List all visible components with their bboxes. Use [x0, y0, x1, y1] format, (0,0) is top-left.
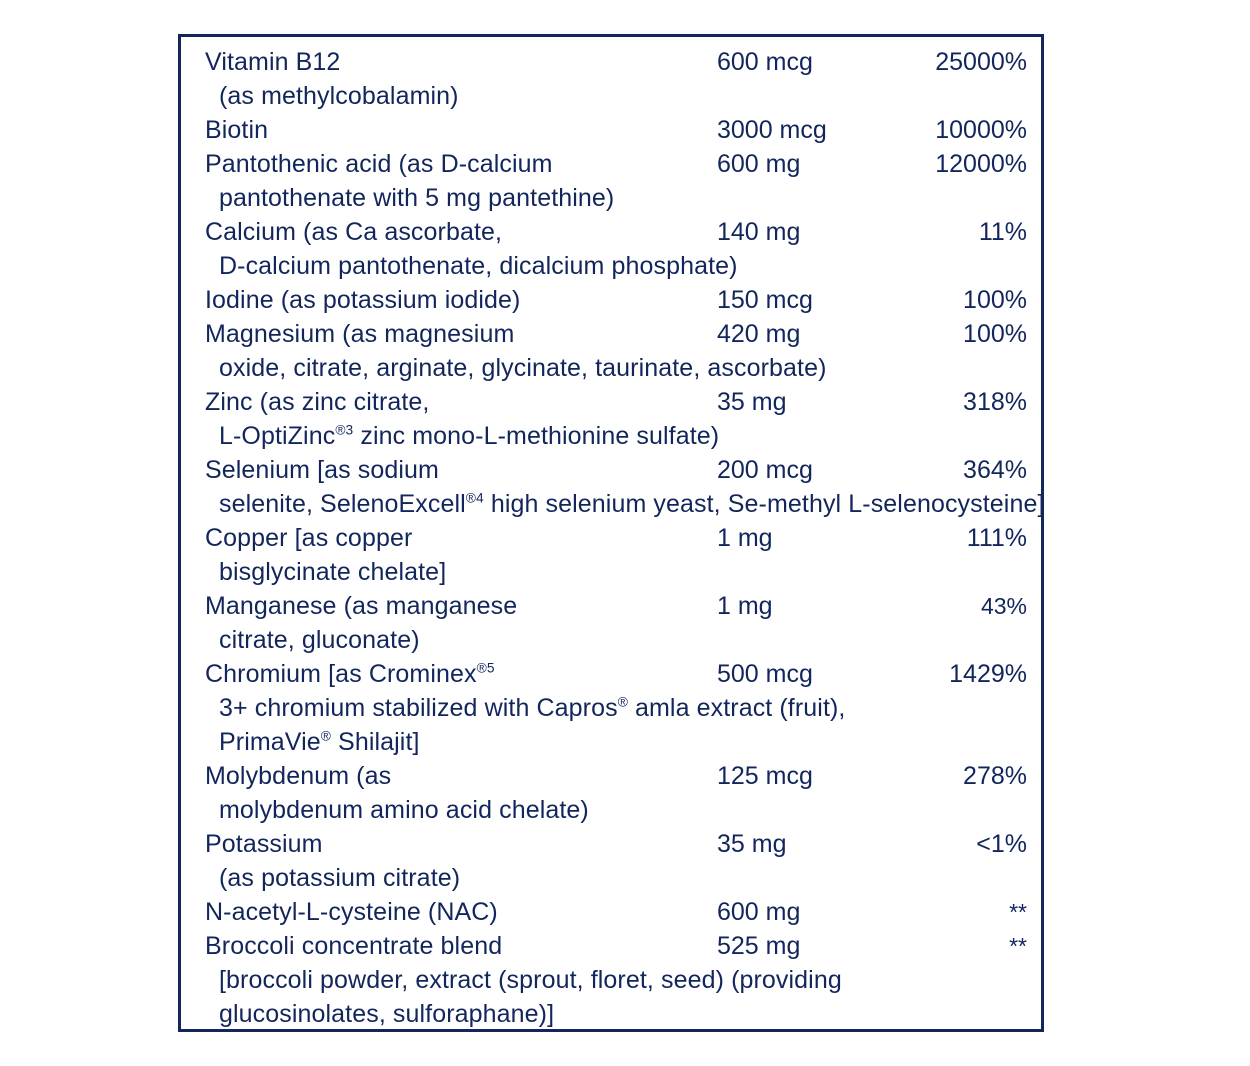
nutrient-daily-value: 12000% [935, 150, 1027, 178]
nutrient-daily-value: 100% [963, 320, 1027, 348]
nutrient-name: Calcium (as Ca ascorbate, [205, 218, 503, 246]
nutrient-name: Potassium [205, 830, 323, 858]
nutrient-daily-value: 111% [966, 524, 1027, 552]
nutrient-amount: 3000 mcg [717, 116, 827, 144]
nutrient-amount: 125 mcg [717, 762, 813, 790]
nutrient-amount: 420 mg [717, 320, 801, 348]
nutrient-primary-line [197, 929, 1025, 963]
nutrient-name: N-acetyl-L-cysteine (NAC) [205, 898, 498, 926]
nutrient-row [197, 215, 1025, 283]
nutrient-daily-value: 100% [963, 286, 1027, 314]
nutrient-row [197, 929, 1025, 1031]
nutrient-amount: 35 mg [717, 388, 787, 416]
nutrient-name: Pantothenic acid (as D-calcium [205, 150, 553, 178]
nutrient-continuation-line [197, 691, 1025, 725]
nutrient-row [197, 453, 1045, 521]
nutrient-row [197, 283, 1025, 317]
nutrient-continuation-line [197, 79, 1025, 113]
nutrient-primary-line [197, 759, 1025, 793]
nutrient-continuation-line [197, 963, 1025, 997]
nutrient-name: Broccoli concentrate blend [205, 932, 503, 960]
nutrient-daily-value: ** [1009, 933, 1027, 959]
nutrient-daily-value: 318% [963, 388, 1027, 416]
supplement-facts-panel [178, 34, 1044, 1032]
nutrient-continuation-line [197, 555, 1025, 589]
nutrient-primary-line [197, 521, 1025, 555]
nutrient-continuation-line [197, 623, 1025, 657]
nutrient-primary-line [197, 215, 1025, 249]
nutrient-row [197, 895, 1025, 929]
nutrient-row-list [181, 37, 1045, 1031]
nutrient-amount: 525 mg [717, 932, 801, 960]
nutrient-name-continued: D-calcium pantothenate, dicalcium phosphate) [219, 252, 738, 280]
nutrient-name-continued: citrate, gluconate) [219, 626, 420, 654]
nutrient-row [197, 657, 1025, 759]
nutrient-amount: 600 mg [717, 150, 801, 178]
nutrient-name: Biotin [205, 116, 269, 144]
nutrient-daily-value: 11% [978, 218, 1027, 246]
nutrient-row [197, 147, 1025, 215]
nutrient-name-continued: [broccoli powder, extract (sprout, floret, seed) (providing [219, 966, 842, 994]
nutrient-continuation-line [197, 181, 1025, 215]
nutrient-daily-value: 25000% [935, 48, 1027, 76]
nutrient-primary-line [197, 45, 1025, 79]
nutrient-primary-line [197, 317, 1025, 351]
nutrient-name: Selenium [as sodium [205, 456, 439, 484]
nutrient-name-continued: pantothenate with 5 mg pantethine) [219, 184, 615, 212]
nutrient-name-continued: selenite, SelenoExcell$^{®4}$ high selenium yeast, Se-methyl L-selenocysteine] [219, 490, 1045, 518]
nutrient-name: Magnesium (as magnesium [205, 320, 515, 348]
nutrient-amount: 600 mg [717, 898, 801, 926]
nutrient-primary-line [197, 113, 1025, 147]
nutrient-primary-line [197, 283, 1025, 317]
nutrient-continuation-line [197, 487, 1045, 521]
nutrient-name: Copper [as copper [205, 524, 413, 552]
nutrient-continuation-line [197, 725, 1025, 759]
nutrient-amount: 600 mcg [717, 48, 813, 76]
nutrient-amount: 500 mcg [717, 660, 813, 688]
nutrient-name: Chromium [as Crominex$^{®5}$ [205, 660, 495, 688]
nutrient-continuation-line [197, 861, 1025, 895]
nutrient-daily-value: 364% [963, 456, 1027, 484]
nutrient-name-continued: (as potassium citrate) [219, 864, 461, 892]
nutrient-primary-line [197, 657, 1025, 691]
nutrient-name-continued: bisglycinate chelate] [219, 558, 447, 586]
nutrient-daily-value: ** [1009, 899, 1027, 925]
nutrient-primary-line [197, 147, 1025, 181]
nutrient-name-continued: molybdenum amino acid chelate) [219, 796, 589, 824]
nutrient-amount: 150 mcg [717, 286, 813, 314]
nutrient-row [197, 113, 1025, 147]
nutrient-row [197, 589, 1025, 657]
nutrient-daily-value: 278% [963, 762, 1027, 790]
nutrient-name: Zinc (as zinc citrate, [205, 388, 430, 416]
nutrient-name: Manganese (as manganese [205, 592, 518, 620]
nutrient-amount: 1 mg [717, 524, 773, 552]
nutrient-row [197, 759, 1025, 827]
nutrient-row [197, 521, 1025, 589]
nutrient-primary-line [197, 385, 1025, 419]
nutrient-name-continued: PrimaVie® Shilajit] [219, 728, 420, 756]
nutrient-name: Molybdenum (as [205, 762, 392, 790]
nutrient-name-continued: (as methylcobalamin) [219, 82, 459, 110]
nutrient-name-continued: glucosinolates, sulforaphane)] [219, 1000, 555, 1028]
nutrient-primary-line [197, 827, 1025, 861]
nutrient-amount: 35 mg [717, 830, 787, 858]
nutrient-name-continued: oxide, citrate, arginate, glycinate, taurinate, ascorbate) [219, 354, 827, 382]
nutrient-primary-line [197, 453, 1025, 487]
nutrient-name-continued: L-OptiZinc$^{®3}$ zinc mono-L-methionine sulfate) [219, 422, 720, 450]
nutrient-row [197, 45, 1025, 113]
nutrient-continuation-line [197, 997, 1025, 1031]
nutrient-primary-line [197, 589, 1025, 623]
nutrient-daily-value: 10000% [935, 116, 1027, 144]
nutrient-name: Vitamin B12 [205, 48, 341, 76]
nutrient-name: Iodine (as potassium iodide) [205, 286, 521, 314]
nutrient-row [197, 317, 1025, 385]
nutrient-row [197, 827, 1025, 895]
nutrient-continuation-line [197, 351, 1025, 385]
nutrient-continuation-line [197, 249, 1025, 283]
nutrient-continuation-line [197, 419, 1025, 453]
nutrient-daily-value: <1% [976, 830, 1027, 858]
nutrient-daily-value: 1429% [949, 660, 1027, 688]
nutrient-amount: 1 mg [717, 592, 773, 620]
nutrient-primary-line [197, 895, 1025, 929]
nutrient-name-continued: 3+ chromium stabilized with Capros® amla extract (fruit), [219, 694, 846, 722]
nutrient-row [197, 385, 1025, 453]
nutrient-continuation-line [197, 793, 1025, 827]
nutrient-amount: 140 mg [717, 218, 801, 246]
nutrient-daily-value: 43% [980, 593, 1027, 619]
nutrient-amount: 200 mcg [717, 456, 813, 484]
